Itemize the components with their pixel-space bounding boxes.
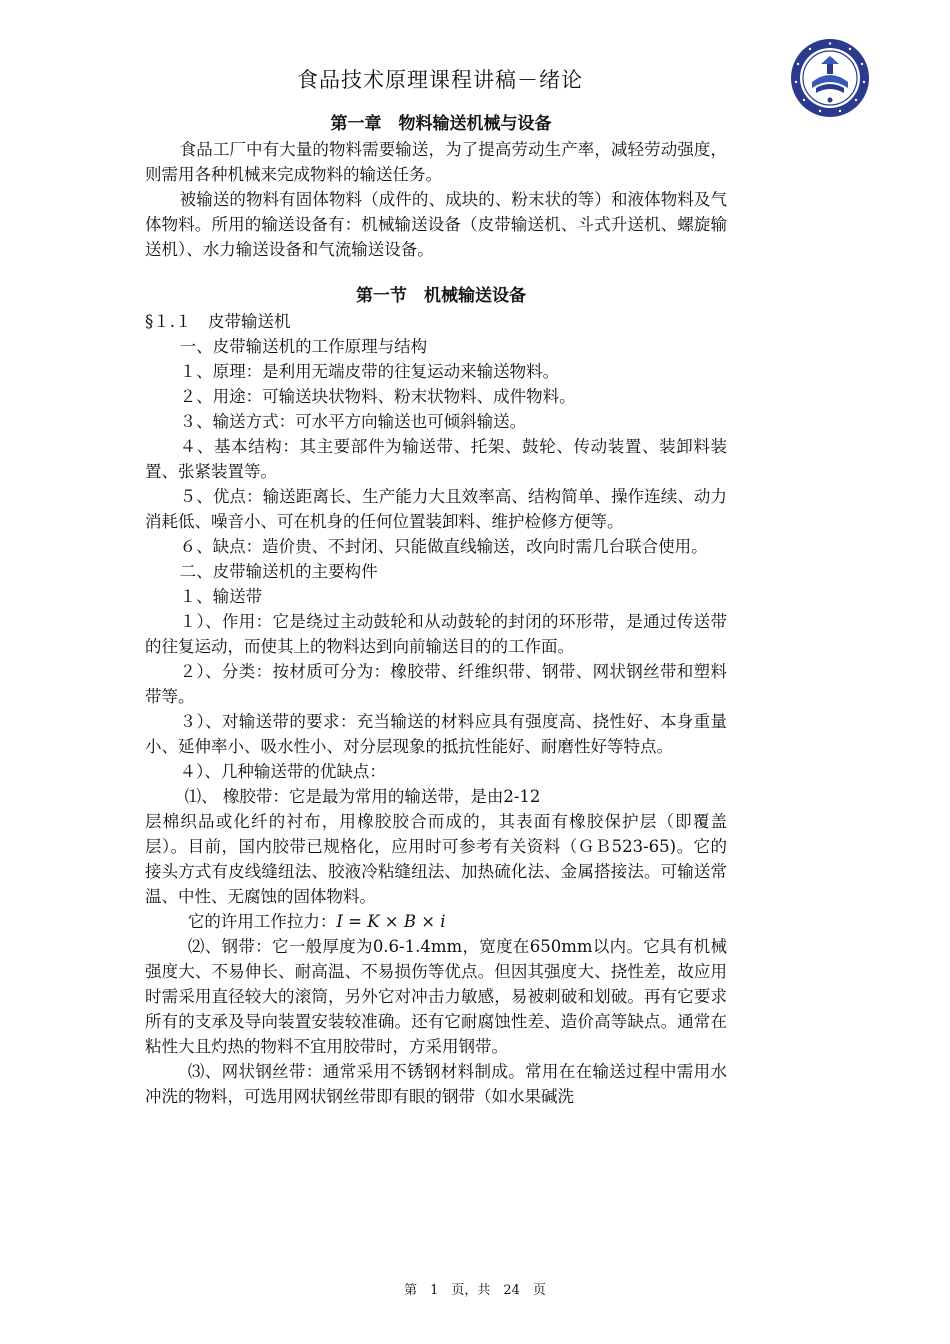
rubber-belt-paragraph: 层棉织品或化纤的衬布，用橡胶胶合而成的，其表面有橡胶保护层（即覆盖层）。目前，国内胶带已规格化，应用时可参考有关资料（ＧＢ523-65)。它的接头方式有皮线缝纽法、胶液冷粘缝纽法、加热硫化法、金属搭接法。可输送常温、中性、无腐蚀的固体物料。 [145, 812, 727, 906]
subsection-title: §１.１ 皮带输送机 [145, 312, 291, 331]
chapter-title: 第一章 物料输送机械与设备 [330, 114, 552, 134]
section-title: 第一节 机械输送设备 [356, 286, 526, 306]
part2-title: 二、皮带输送机的主要构件 [179, 562, 378, 581]
formula-expression: I = K × B × i [336, 912, 446, 931]
list-item-disadvantages: ６、缺点：造价贵、不封闭、只能做直线输送，改向时需几台联合使用。 [179, 537, 708, 556]
formula-label: 它的许用工作拉力： [187, 912, 337, 931]
sub-item-classification: ２）、分类：按材质可分为：橡胶带、纤维织带、钢带、网状钢丝带和塑料带等。 [145, 662, 727, 706]
steel-belt-paragraph: ⑵、钢带：它一般厚度为0.6-1.4mm，宽度在650mm以内。它具有机械强度大、不易伸长、耐高温、不易损伤等优点。但因其强度大、挠性差，故应用时需采用直径较大的滚筒，另外它对冲击力敏感，易被刺破和划破。再有它要求所有的支承及导向装置安装较准确。还有它耐腐蚀性差、造价高等缺点。通常在粘性大且灼热的物料不宜用胶带时，方采用钢带。 [145, 937, 727, 1056]
intro-paragraph-2: 被输送的物料有固体物料（成件的、成块的、粉末状的等）和液体物料及气体物料。所用的输送设备有：机械输送设备（皮带输送机、斗式升送机、螺旋输送机）、水力输送设备和气流输送设备。 [145, 190, 727, 259]
page-footer: 第 1 页，共 24 页 [404, 1283, 546, 1298]
list-item-advantages: ５、优点：输送距离长、生产能力大且效率高、结构简单、操作连续、动力消耗低、噪音小、可在机身的任何位置装卸料、维护检修方便等。 [145, 487, 727, 531]
sub-item-conveyor-belt: １、输送带 [179, 587, 263, 606]
sub-item-requirements: ３）、对输送带的要求：充当输送的材料应具有强度高、挠性好、本身重量小、延伸率小、吸水性小、对分层现象的抵抗性能好、耐磨性好等特点。 [145, 712, 727, 756]
list-item-principle: １、原理：是利用无端皮带的往复运动来输送物料。 [179, 362, 560, 381]
list-item-structure: ４、基本结构：其主要部件为输送带、托架、鼓轮、传动装置、装卸料装置、张紧装置等。 [145, 437, 727, 481]
sub-item-function: １）、作用：它是绕过主动鼓轮和从动鼓轮的封闭的环形带，是通过传送带的往复运动，而使其上的物料达到向前输送目的的工作面。 [145, 612, 727, 656]
list-item-usage: ２、用途：可输送块状物料、粉末状物料、成件物料。 [179, 387, 576, 406]
intro-paragraph-1: 食品工厂中有大量的物料需要输送，为了提高劳动生产率，减轻劳动强度，则需用各种机械来完成物料的输送任务。 [145, 140, 727, 184]
formula-line [145, 909, 727, 934]
page-header-title: 食品技术原理课程讲稿－绪论 [297, 68, 583, 92]
sub-item-comparison: ４）、几种输送带的优缺点： [179, 762, 386, 781]
rubber-belt-heading: ⑴、 橡胶带：它是最为常用的输送带，是由2-12 [184, 787, 541, 806]
document-body [145, 112, 727, 1109]
university-seal-logo [790, 38, 870, 118]
part1-title: 一、皮带输送机的工作原理与结构 [179, 337, 428, 356]
mesh-belt-paragraph: ⑶、网状钢丝带：通常采用不锈钢材料制成。常用在在输送过程中需用水冲洗的物料，可选用网状钢丝带即有眼的钢带（如水果碱洗 [145, 1062, 727, 1106]
list-item-method: ３、输送方式：可水平方向输送也可倾斜输送。 [179, 412, 527, 431]
